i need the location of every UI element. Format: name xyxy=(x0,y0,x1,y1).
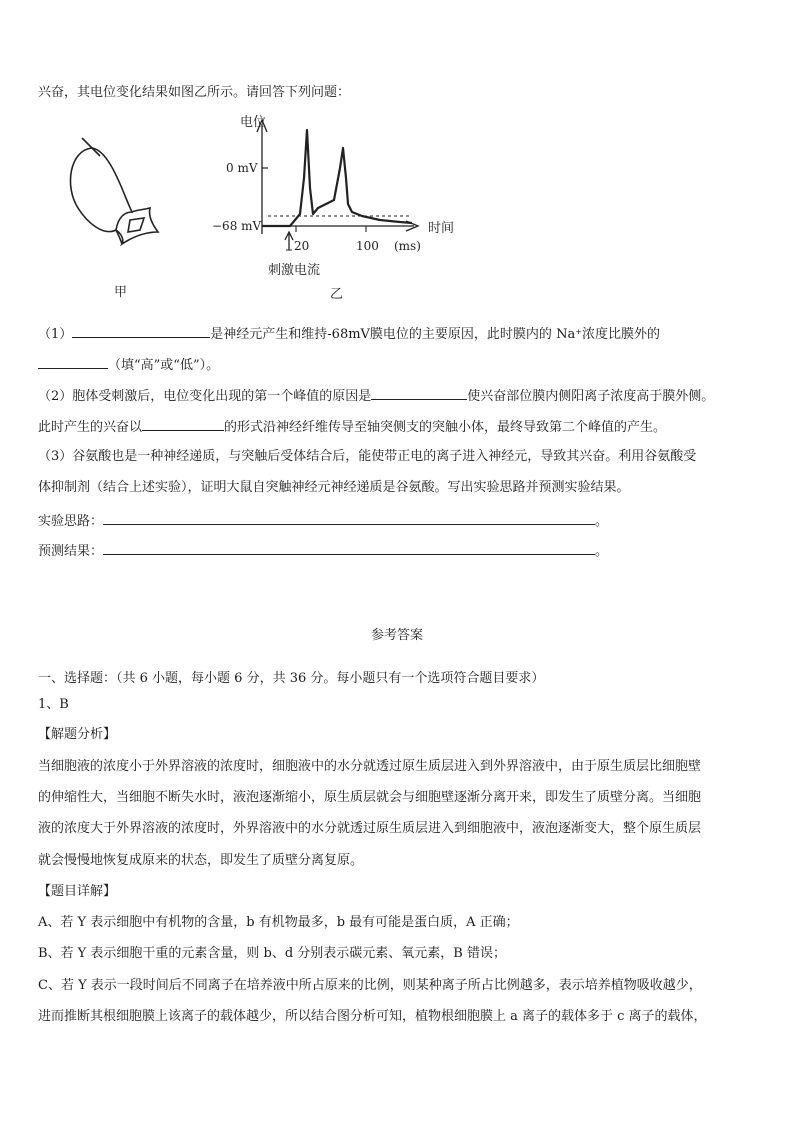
question-2-text-d: 的形式沿神经纤维传导至轴突侧支的突触小体，最终导致第二个峰值的产生。 xyxy=(224,420,667,435)
experiment-idea-line xyxy=(38,510,608,531)
answer-blank-2[interactable] xyxy=(38,354,108,369)
figure-left-caption: 甲 xyxy=(114,285,128,300)
tick-20: 20 xyxy=(294,239,310,253)
predicted-result-blank[interactable] xyxy=(103,540,595,555)
x-axis-label: 时间 xyxy=(428,221,455,236)
stimulus-arrow xyxy=(285,232,293,250)
detail-line-a: A、若 Y 表示细胞中有机物的含量，b 有机物最多，b 最有可能是蛋白质，A 正确； xyxy=(38,915,519,930)
predicted-result-end: 。 xyxy=(595,544,609,559)
tick-100: 100 xyxy=(356,239,379,253)
analysis-line-2: 的伸缩性大，当细胞不断失水时，液泡逐渐缩小，原生质层就会与细胞壁逐渐分离开来，即发生了质壁分离。当细胞 xyxy=(38,790,702,805)
predicted-result-label: 预测结果： xyxy=(38,544,104,559)
neuron-diagram xyxy=(70,138,158,244)
answers-section: 一、选择题：（共 6 小题，每小题 6 分，共 36 分。每小题只有一个选项符合题目要求） xyxy=(38,671,545,686)
answer-blank-1[interactable] xyxy=(72,323,210,338)
analysis-line-3: 液的浓度大于外界溶液的浓度时，外界溶液中的水分就透过原生质层进入到细胞液中，液泡逐渐变大，整个原生质层 xyxy=(38,821,702,836)
potential-graph xyxy=(257,120,418,250)
analysis-line-1: 当细胞液的浓度小于外界溶液的浓度时，细胞液中的水分就透过原生质层进入到外界溶液中，由于原生质层比细胞壁 xyxy=(38,759,702,774)
question-1-text-a: 是神经元产生和维持-68mV膜电位的主要原因，此时膜内的 Na⁺浓度比膜外的 xyxy=(210,327,661,342)
question-2-line-1 xyxy=(38,385,714,406)
detail-line-b: B、若 Y 表示细胞干重的元素含量，则 b、d 分别表示碳元素、氧元素，B 错误； xyxy=(38,946,506,961)
question-2-text-a: （2）胞体受刺激后，电位变化出现的第一个峰值的原因是 xyxy=(38,389,372,404)
intro-text: 兴奋，其电位变化结果如图乙所示。请回答下列问题： xyxy=(38,85,351,100)
question-1-line-2 xyxy=(38,354,219,375)
detail-line-c-cont: 进而推断其根细胞膜上该离子的载体越少，所以结合图分析可知，植物根细胞膜上 a 离子的载体多于 c 离子的载体， xyxy=(38,1009,707,1024)
detail-line-c: C、若 Y 表示一段时间后不同离子在培养液中所占原来的比例，则某种离子所占比例越多，表示培养植物吸收越少， xyxy=(38,978,702,993)
stimulus-label: 刺激电流 xyxy=(268,263,321,278)
detail-heading: 【题目详解】 xyxy=(38,884,117,899)
predicted-result-line xyxy=(38,540,608,561)
figure-right-caption: 乙 xyxy=(330,287,344,302)
answers-title: 参考答案 xyxy=(370,628,423,643)
answer-blank-4[interactable] xyxy=(142,416,224,431)
question-1-text-b: （填“高”或“低”）。 xyxy=(108,358,220,373)
answer-item-1: 1、B xyxy=(38,697,69,712)
question-2-text-c: 此时产生的兴奋以 xyxy=(38,420,143,435)
question-1-number: （1） xyxy=(38,327,73,342)
figure xyxy=(0,108,794,308)
y-axis-label: 电位 xyxy=(240,115,267,130)
experiment-idea-blank[interactable] xyxy=(103,510,595,525)
question-3-line-1: （3）谷氨酸也是一种神经递质，与突触后受体结合后，能使带正电的离子进入神经元，导致其兴奋。利用谷氨酸受 xyxy=(38,449,697,464)
potential-trace xyxy=(262,130,412,226)
experiment-idea-end: 。 xyxy=(595,514,609,529)
analysis-heading: 【解题分析】 xyxy=(38,727,117,742)
question-3-line-2: 体抑制剂（结合上述实验），证明大鼠自突触神经元神经递质是谷氨酸。写出实验思路并预测实验结果。 xyxy=(38,480,630,495)
question-2-line-2 xyxy=(38,416,666,437)
unit-ms: (ms) xyxy=(394,239,421,253)
experiment-idea-label: 实验思路： xyxy=(38,514,104,529)
question-2-text-b: 使兴奋部位膜内侧阳离子浓度高于膜外侧。 xyxy=(467,389,715,404)
tick-0mv: 0 mV xyxy=(226,161,258,175)
tick-neg68: −68 mV xyxy=(212,219,262,233)
question-1-line-1 xyxy=(38,323,660,344)
answer-blank-3[interactable] xyxy=(371,385,467,400)
analysis-line-4: 就会慢慢地恢复成原来的状态，即发生了质壁分离复原。 xyxy=(38,853,364,868)
